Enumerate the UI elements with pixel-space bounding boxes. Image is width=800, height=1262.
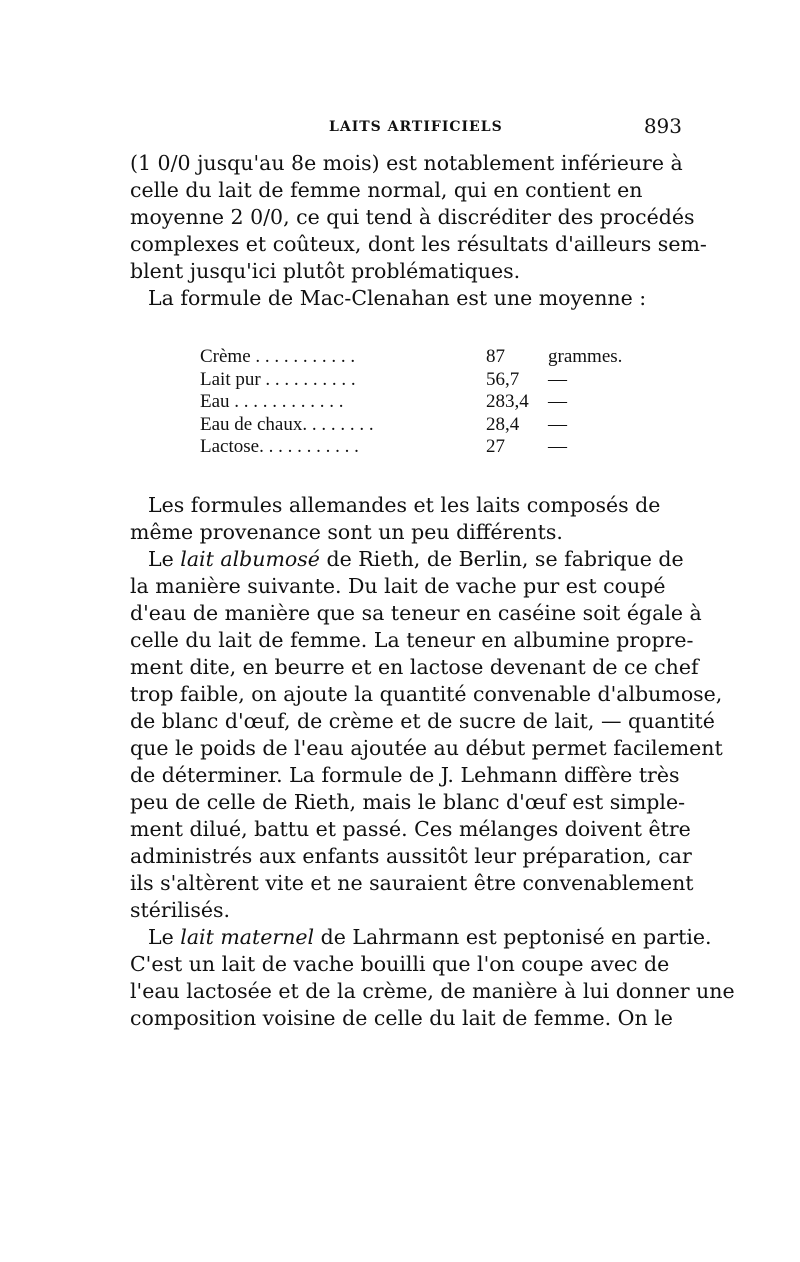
text-fragment: de Lahrmann est peptonisé en partie. bbox=[320, 925, 712, 949]
text-line: trop faible, on ajoute la quantité convenable d'albumose, bbox=[130, 682, 723, 706]
formula-row bbox=[200, 391, 620, 414]
product-name-italic: lait albumosé bbox=[180, 547, 320, 571]
text-line: ment dilué, battu et passé. Ces mélanges doivent être bbox=[130, 817, 691, 841]
text-line: Les formules allemandes et les laits composés de bbox=[148, 493, 661, 517]
text-line: de déterminer. La formule de J. Lehmann diffère très bbox=[130, 763, 680, 787]
formula-row bbox=[200, 436, 620, 459]
paragraph-continuation bbox=[130, 150, 707, 312]
text-line: complexes et coûteux, dont les résultats d'ailleurs sem- bbox=[130, 232, 707, 256]
ingredient-unit: grammes. bbox=[548, 346, 623, 367]
text-fragment: Le bbox=[148, 547, 174, 571]
ingredient-name: Crème . . . . . . . . . . . bbox=[200, 346, 356, 367]
text-line: même provenance sont un peu différents. bbox=[130, 520, 563, 544]
formula-intro: La formule de Mac-Clenahan est une moyenne : bbox=[148, 286, 647, 310]
text-line: blent jusqu'ici plutôt problématiques. bbox=[130, 259, 521, 283]
ingredient-quantity: 56,7 bbox=[486, 368, 520, 390]
text-line: ment dite, en beurre et en lactose devenant de ce chef bbox=[130, 655, 699, 679]
text-line: l'eau lactosée et de la crème, de manière à lui donner une bbox=[130, 979, 735, 1003]
text-line: stérilisés. bbox=[130, 898, 231, 922]
text-line: (1 0/0 jusqu'au 8e mois) est notablement inférieure à bbox=[130, 151, 683, 175]
text-line: C'est un lait de vache bouilli que l'on coupe avec de bbox=[130, 952, 670, 976]
ingredient-name: Lactose. . . . . . . . . . . bbox=[200, 436, 359, 457]
formula-row bbox=[200, 369, 620, 392]
text-line: moyenne 2 0/0, ce qui tend à discréditer des procédés bbox=[130, 205, 695, 229]
text-fragment: de Rieth, de Berlin, se fabrique de bbox=[326, 547, 684, 571]
main-text-section bbox=[130, 492, 735, 1032]
text-line bbox=[130, 546, 682, 573]
ingredient-name: Lait pur . . . . . . . . . . bbox=[200, 368, 356, 390]
formula-row bbox=[200, 414, 620, 437]
formula-row bbox=[200, 346, 623, 369]
ingredient-quantity: 28,4 bbox=[486, 413, 520, 435]
ingredient-name: Eau de chaux. . . . . . . . bbox=[200, 413, 374, 435]
product-name-italic: lait maternel bbox=[180, 925, 315, 949]
ingredient-unit: — bbox=[548, 391, 567, 412]
text-line bbox=[130, 924, 712, 951]
ingredient-quantity: 27 bbox=[486, 436, 505, 457]
running-title: LAITS ARTIFICIELS bbox=[329, 119, 503, 135]
page-number: 893 bbox=[643, 114, 682, 138]
ingredient-quantity: 283,4 bbox=[486, 391, 529, 412]
text-line: de blanc d'œuf, de crème et de sucre de lait, — quantité bbox=[130, 709, 715, 733]
mac-clenahan-formula-table bbox=[200, 346, 623, 459]
ingredient-unit: — bbox=[548, 368, 567, 390]
text-line: la manière suivante. Du lait de vache pur est coupé bbox=[130, 574, 666, 598]
text-line: ils s'altèrent vite et ne sauraient être convenablement bbox=[130, 871, 694, 895]
text-line: celle du lait de femme normal, qui en contient en bbox=[130, 178, 643, 202]
text-line: celle du lait de femme. La teneur en albumine propre- bbox=[130, 628, 694, 652]
text-line: peu de celle de Rieth, mais le blanc d'œuf est simple- bbox=[130, 790, 686, 814]
text-line: composition voisine de celle du lait de femme. On le bbox=[130, 1006, 673, 1030]
text-line: d'eau de manière que sa teneur en caséine soit égale à bbox=[130, 601, 702, 625]
ingredient-name: Eau . . . . . . . . . . . . bbox=[200, 391, 344, 412]
running-header bbox=[130, 114, 682, 138]
text-fragment: Le bbox=[148, 925, 174, 949]
ingredient-unit: — bbox=[548, 413, 567, 435]
text-line: administrés aux enfants aussitôt leur préparation, car bbox=[130, 844, 692, 868]
ingredient-quantity: 87 bbox=[486, 346, 505, 367]
ingredient-unit: — bbox=[548, 436, 567, 457]
text-line: que le poids de l'eau ajoutée au début permet facilement bbox=[130, 736, 723, 760]
